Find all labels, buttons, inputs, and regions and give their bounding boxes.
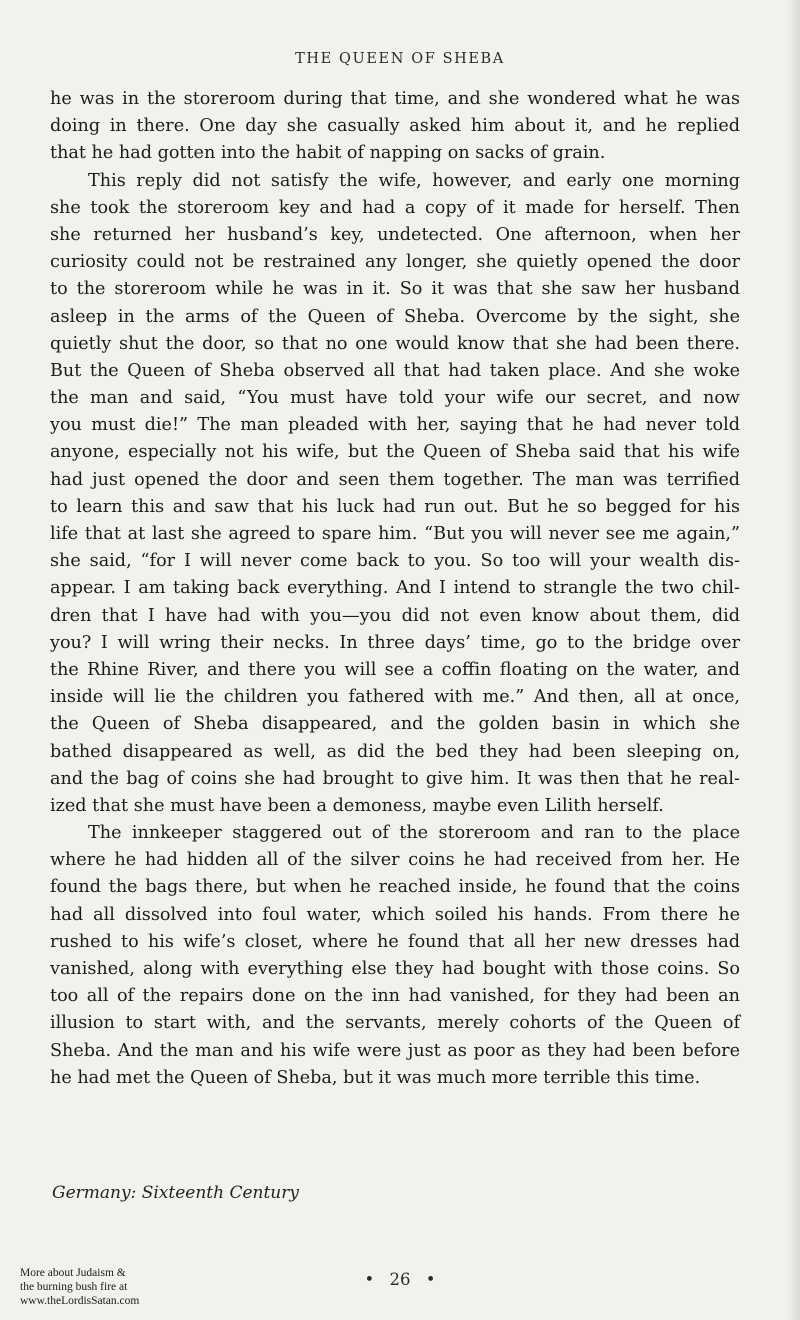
paragraph bbox=[50, 86, 740, 168]
text-line: she said, “for I will never come back to you. So too will your wealth dis- bbox=[50, 551, 740, 572]
text-line: curiosity could not be restrained any longer, she quietly opened the door bbox=[50, 252, 740, 273]
text-line: life that at last she agreed to spare him. “But you will never see me again,” bbox=[50, 524, 740, 544]
page-edge-shadow bbox=[786, 0, 800, 1320]
text-line: vanished, along with everything else they had bought with those coins. So bbox=[50, 959, 740, 979]
text-line: rushed to his wife’s closet, where he found that all her new dresses had bbox=[50, 931, 740, 952]
text-line: the man and said, “You must have told your wife our secret, and now bbox=[50, 388, 740, 409]
text-line: to the storeroom while he was in it. So it was that she saw her husband bbox=[50, 279, 740, 300]
text-line: asleep in the arms of the Queen of Sheba. Overcome by the sight, she bbox=[50, 306, 740, 327]
text-line: dren that I have had with you—you did not even know about them, did bbox=[50, 605, 740, 626]
watermark-line: More about Judaism & bbox=[20, 1267, 126, 1279]
text-line: he was in the storeroom during that time, and she wondered what he was bbox=[50, 89, 740, 109]
text-line: But the Queen of Sheba observed all that had taken place. And she woke bbox=[50, 360, 740, 381]
paragraph bbox=[50, 820, 740, 1092]
text-line: bathed disappeared as well, as did the bed they had been sleeping on, bbox=[50, 741, 740, 762]
running-head: THE QUEEN OF SHEBA bbox=[295, 51, 505, 67]
text-line: where he had hidden all of the silver coins he had received from her. He bbox=[50, 850, 740, 871]
text-line: illusion to start with, and the servants, merely cohorts of the Queen of bbox=[50, 1013, 740, 1034]
text-line: to learn this and saw that his luck had run out. But he so begged for his bbox=[50, 496, 740, 517]
text-line: had just opened the door and seen them together. The man was terrified bbox=[50, 469, 740, 490]
text-line: This reply did not satisfy the wife, however, and early one morning bbox=[88, 170, 740, 191]
text-line: she returned her husband’s key, undetected. One afternoon, when her bbox=[50, 224, 740, 245]
text-line: the Queen of Sheba disappeared, and the golden basin in which she bbox=[50, 714, 740, 735]
body-text bbox=[50, 86, 740, 1092]
text-line: The innkeeper staggered out of the storeroom and ran to the place bbox=[88, 823, 740, 844]
page-number: • 26 • bbox=[364, 1270, 436, 1289]
paragraph bbox=[50, 168, 740, 821]
text-line: ized that she must have been a demoness, maybe even Lilith herself. bbox=[50, 795, 664, 816]
text-line: had all dissolved into foul water, which soiled his hands. From there he bbox=[50, 904, 740, 925]
text-line: you must die!” The man pleaded with her, saying that he had never told bbox=[50, 415, 740, 436]
text-line: quietly shut the door, so that no one would know that she had been there. bbox=[50, 333, 740, 354]
text-line: Sheba. And the man and his wife were just as poor as they had been before bbox=[50, 1040, 740, 1061]
text-line: and the bag of coins she had brought to give him. It was then that he real- bbox=[50, 768, 740, 789]
text-line: that he had gotten into the habit of napping on sacks of grain. bbox=[50, 143, 606, 164]
text-line: doing in there. One day she casually asked him about it, and he replied bbox=[50, 116, 740, 137]
text-line: found the bags there, but when he reached inside, he found that the coins bbox=[50, 877, 740, 898]
watermark-link[interactable]: www.theLordisSatan.com bbox=[20, 1295, 140, 1307]
text-line: he had met the Queen of Sheba, but it was much more terrible this time. bbox=[50, 1067, 701, 1088]
text-line: anyone, especially not his wife, but the Queen of Sheba said that his wife bbox=[50, 442, 740, 463]
text-line: the Rhine River, and there you will see a coffin floating on the water, and bbox=[50, 659, 740, 680]
attribution: Germany: Sixteenth Century bbox=[52, 1183, 299, 1203]
text-line: appear. I am taking back everything. And I intend to strangle the two chil- bbox=[50, 578, 740, 599]
watermark bbox=[20, 1266, 139, 1308]
watermark-line: the burning bush fire at bbox=[20, 1281, 128, 1293]
text-line: you? I will wring their necks. In three days’ time, go to the bridge over bbox=[50, 632, 740, 653]
text-line: inside will lie the children you fathered with me.” And then, all at once, bbox=[50, 687, 740, 708]
text-line: she took the storeroom key and had a copy of it made for herself. Then bbox=[50, 197, 740, 218]
text-line: too all of the repairs done on the inn had vanished, for they had been an bbox=[50, 986, 740, 1007]
